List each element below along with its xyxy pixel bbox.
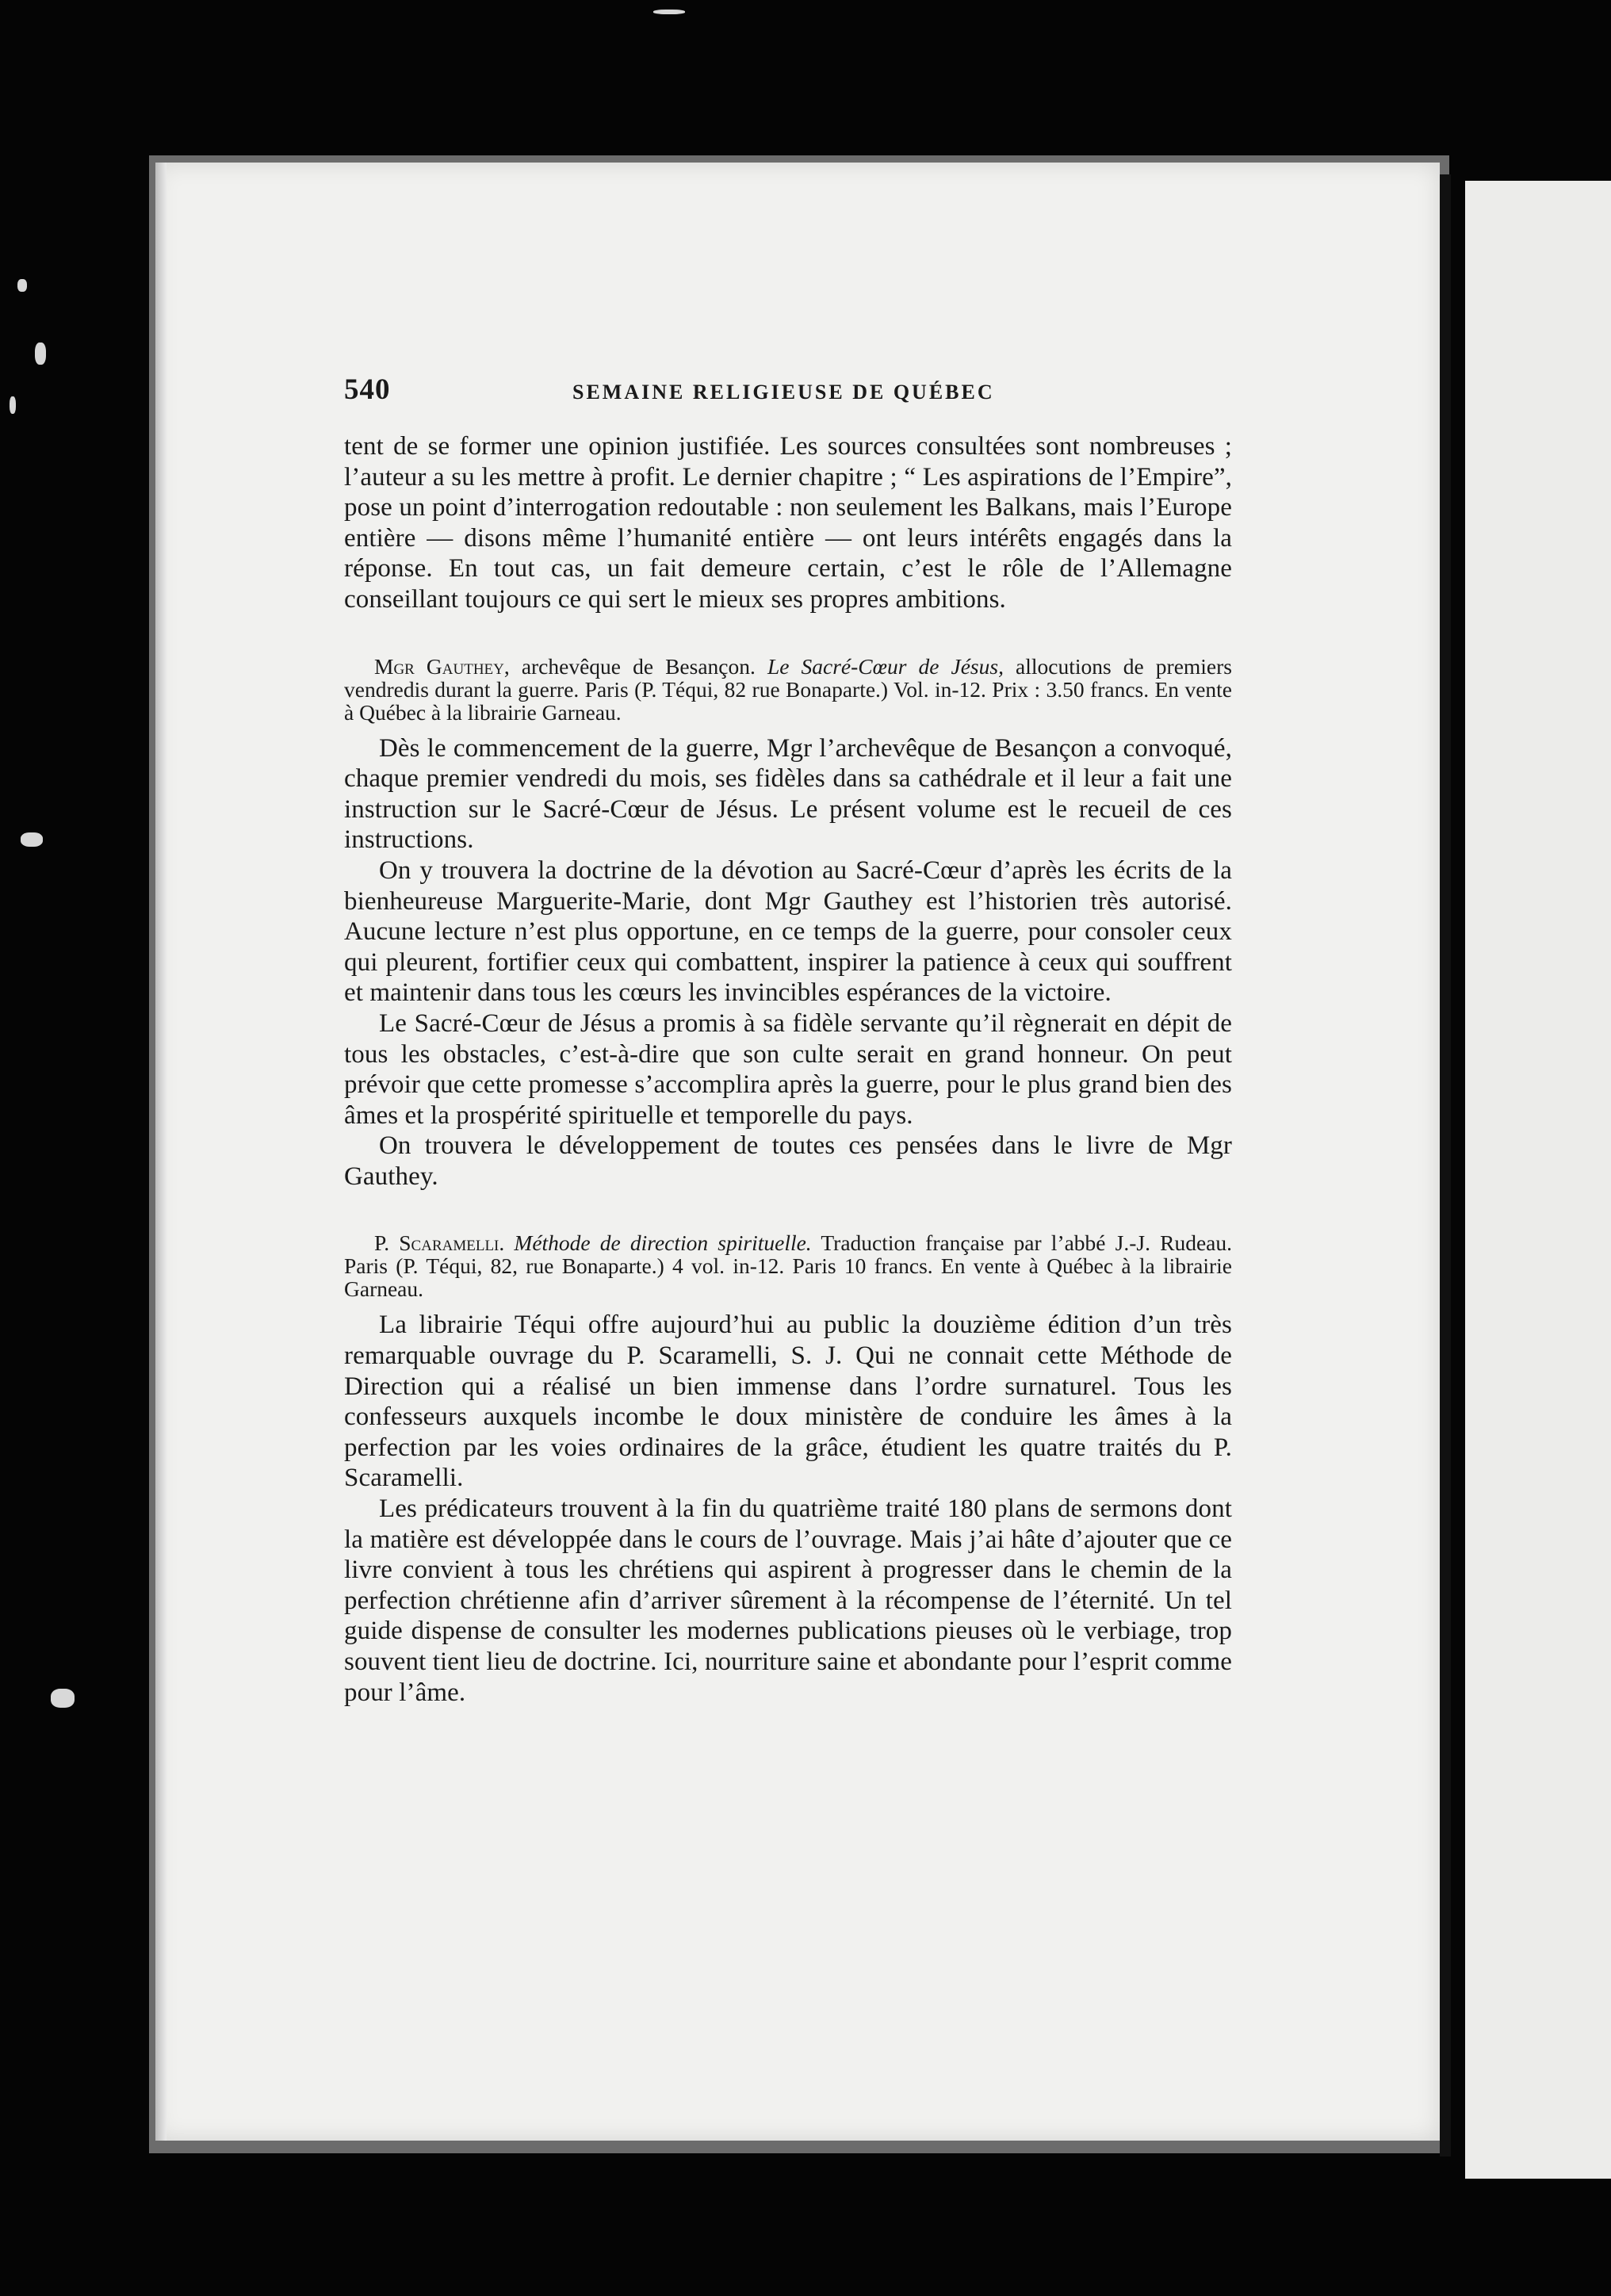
review-2-paragraph: La librairie Téqui offre aujourd’hui au public la douzième édition d’un très remarquable ouvrage du P. Scaramelli, S. J. Qui ne connait cette Méthode de Direction qui a réalisé un bien immense dans l’ordre surnaturel. Tous les confesseurs auxquels incombe le doux ministère de conduire les âmes à la perfection par les voies ordinaires de la grâce, étudient les quatre traités du P. Scaramelli. bbox=[344, 1311, 1232, 1493]
page-edge bbox=[155, 163, 166, 2141]
review-1-paragraph: On trouvera le développement de toutes ces pensées dans le livre de Mgr Gauthey. bbox=[344, 1131, 1232, 1191]
review-1-details: allocutions de premiers vendredis durant la guerre. Paris (P. Téqui, 82 rue Bonaparte.) Vol. in-12. Prix : 3.50 francs. En vente à Québec à la librairie Garneau. bbox=[344, 653, 1232, 725]
book-gutter bbox=[1440, 174, 1451, 2156]
review-2-citation bbox=[344, 1231, 1232, 1300]
review-1-paragraph: Dès le commencement de la guerre, Mgr l’archevêque de Besançon a convoqué, chaque premier vendredi du mois, ses fidèles dans sa cathédrale et il leur a fait une instruction sur le Sacré-Cœur de Jésus. Le présent volume est le recueil de ces instructions. bbox=[344, 733, 1232, 855]
facing-page-edge bbox=[1465, 181, 1611, 2179]
review-1-author: Mgr Gauthey, bbox=[374, 653, 510, 679]
page-number: 540 bbox=[344, 373, 391, 406]
film-speck bbox=[35, 342, 46, 365]
page-text bbox=[344, 373, 1232, 1708]
review-1-paragraph: On y trouvera la doctrine de la dévotion au Sacré-Cœur d’après les écrits de la bienheureuse Marguerite-Marie, dont Mgr Gauthey est l’historien très autorisé. Aucune lecture n’est plus opportune, en ce temps de la guerre, pour consoler ceux qui pleurent, fortifier ceux qui combattent, inspirer la patience à ceux qui souffrent et maintenir dans tous les cœurs les invincibles espérances de la victoire. bbox=[344, 855, 1232, 1008]
review-1-book-title: Le Sacré-Cœur de Jésus, bbox=[767, 653, 1004, 679]
review-2-book-title: Méthode de direction spirituelle. bbox=[514, 1230, 812, 1256]
page-header bbox=[344, 373, 1232, 423]
intro-paragraph: tent de se former une opinion justifiée. Les sources consultées sont nombreuses ; l’auteur a su les mettre à profit. Le dernier chapitre ; “ Les aspirations de l’Empire”, pose un point d’interrogation redoutable : non seulement les Balkans, mais l’Europe entière — disons même l’humanité entière — ont leurs intérêts engagés dans la réponse. En tout cas, un fait demeure certain, c’est le rôle de l’Allemagne conseillant toujours ce qui sert le mieux ses propres ambitions. bbox=[344, 432, 1232, 614]
review-1-citation bbox=[344, 655, 1232, 724]
review-1-author-role: archevêque de Besançon. bbox=[509, 653, 767, 679]
film-speck bbox=[21, 832, 43, 847]
running-title: SEMAINE RELIGIEUSE DE QUÉBEC bbox=[572, 381, 995, 404]
film-speck bbox=[51, 1689, 75, 1708]
film-speck bbox=[653, 10, 685, 14]
review-2-author: P. Scaramelli. bbox=[374, 1230, 505, 1256]
film-speck bbox=[10, 396, 16, 414]
review-1-paragraph: Le Sacré-Cœur de Jésus a promis à sa fidèle servante qu’il règnerait en dépit de tous les obstacles, c’est-à-dire que son culte serait en grand honneur. On peut prévoir que cette promesse s’accomplira après la guerre, pour le plus grand bien des âmes et la prospérité spirituelle et temporelle du pays. bbox=[344, 1008, 1232, 1130]
review-2-details: Traduction française par l’abbé J.-J. Rudeau. Paris (P. Téqui, 82, rue Bonaparte.) 4 vol. in-12. Paris 10 francs. En vente à Québec à la librairie Garneau. bbox=[344, 1230, 1232, 1302]
film-speck bbox=[17, 279, 27, 292]
review-2-paragraph: Les prédicateurs trouvent à la fin du quatrième traité 180 plans de sermons dont la matière est développée dans le cours de l’ouvrage. Mais j’ai hâte d’ajouter que ce livre convient à tous les chrétiens qui aspirent à progresser dans le chemin de la perfection chrétienne afin d’arriver sûrement à la récompense de l’éternité. Un tel guide dispense de consulter les modernes publications pieuses où le verbiage, trop souvent tient lieu de doctrine. Ici, nourriture saine et abondante pour l’esprit comme pour l’âme. bbox=[344, 1494, 1232, 1707]
